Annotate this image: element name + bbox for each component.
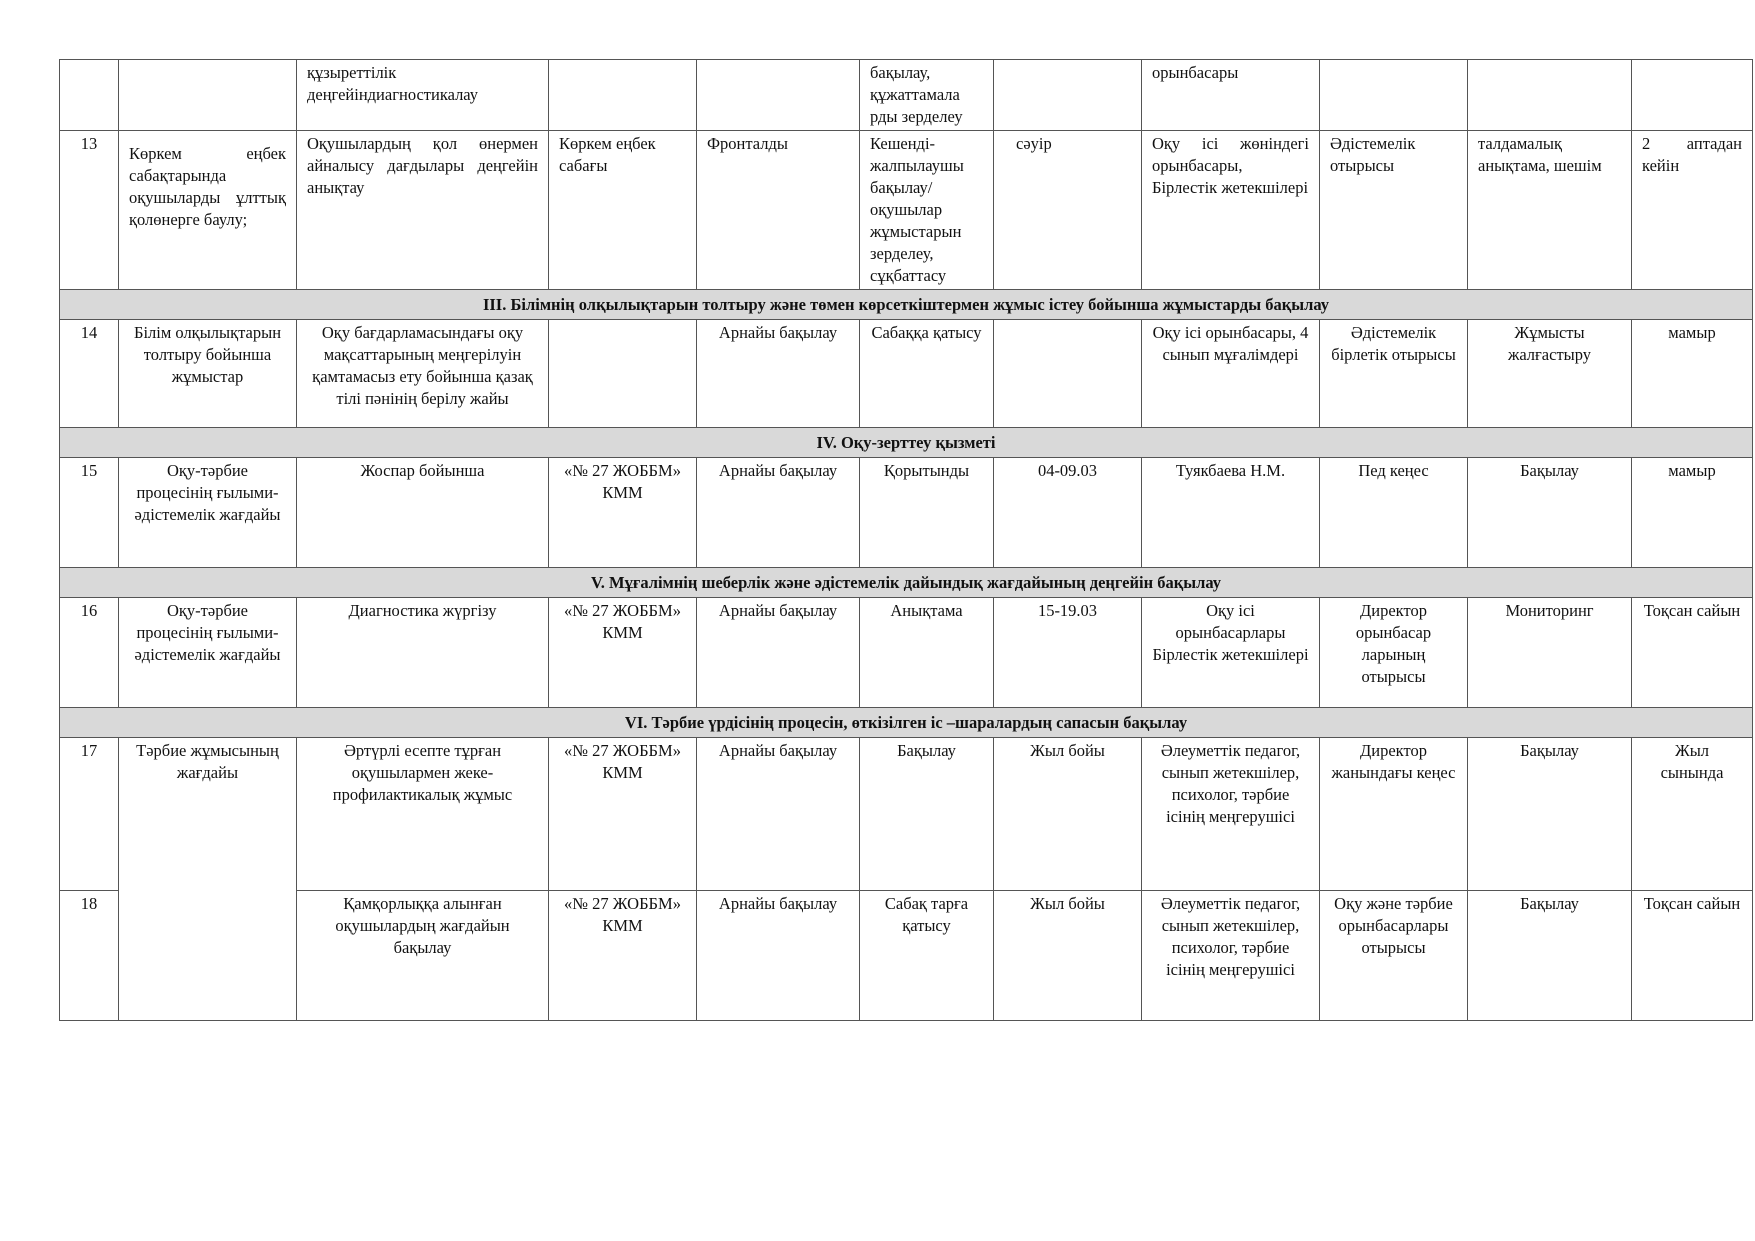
table-cell [697,60,860,131]
section-header [60,708,1753,738]
table-cell: 15-19.03 [994,598,1142,708]
table-cell: Қамқорлыққа алынған оқушылардың жағдайын бақылау [297,891,549,1021]
table-cell: «№ 27 ЖОББМ» КММ [549,891,697,1021]
table-cell [994,60,1142,131]
table-cell: құзыреттілік деңгейіндиагностикалау [297,60,549,131]
row-number: 15 [60,458,119,568]
row-number: 13 [60,131,119,290]
table-row [60,320,1753,428]
table-cell: Тоқсан сайын [1632,891,1753,1021]
table-cell: «№ 27 ЖОББМ» КММ [549,598,697,708]
table-cell [549,60,697,131]
table-cell: 04-09.03 [994,458,1142,568]
table-cell: Оқу және тәрбие орынбасарлары отырысы [1320,891,1468,1021]
table-cell: Әдістемелік отырысы [1320,131,1468,290]
table-cell [60,60,119,131]
table-cell: 2 аптадан кейін [1632,131,1753,290]
table-cell: Сабаққа қатысу [860,320,994,428]
table-cell: Директор орынбасар ларының отырысы [1320,598,1468,708]
table-row [60,891,1753,1021]
table-cell: Арнайы бақылау [697,738,860,891]
table-cell: Арнайы бақылау [697,598,860,708]
table-cell: Оқу-тәрбие процесінің ғылыми-әдістемелік жағдайы [119,598,297,708]
table-cell: Бақылау [860,738,994,891]
table-cell: Жұмысты жалғастыру [1468,320,1632,428]
table-cell [549,320,697,428]
table-row [60,598,1753,708]
table-cell: Жоспар бойынша [297,458,549,568]
table-cell [1468,60,1632,131]
section-title: V. Мұғалімнің шеберлік және әдістемелік дайындық жағдайының деңгейін бақылау [60,568,1753,598]
table-cell: Қорытынды [860,458,994,568]
row-number: 18 [60,891,119,1021]
section-header [60,568,1753,598]
table-cell: «№ 27 ЖОББМ» КММ [549,458,697,568]
table-cell: Фронталды [697,131,860,290]
table-cell: Анықтама [860,598,994,708]
table-cell: Пед кеңес [1320,458,1468,568]
table-cell: Туякбаева Н.М. [1142,458,1320,568]
table-cell: «№ 27 ЖОББМ» КММ [549,738,697,891]
section-header [60,428,1753,458]
table-cell: Тәрбие жұмысының жағдайы [119,738,297,1021]
table-cell [1320,60,1468,131]
table-cell: Бақылау [1468,458,1632,568]
table-cell: Бақылау [1468,891,1632,1021]
table-cell [1632,60,1753,131]
table-cell: талдамалық анықтама, шешім [1468,131,1632,290]
section-header [60,290,1753,320]
table-row [60,738,1753,891]
table-row [60,60,1753,131]
table-cell: орынбасары [1142,60,1320,131]
table-cell: Жыл сынында [1632,738,1753,891]
table-cell: бақылау, құжаттамала рды зерделеу [860,60,994,131]
table-cell: Білім олқылықтарын толтыру бойынша жұмыстар [119,320,297,428]
section-title: VI. Тәрбие үрдісінің процесін, өткізілген іс –шаралардың сапасын бақылау [60,708,1753,738]
table-cell: Оқу ісі орынбасарлары Бірлестік жетекшілері [1142,598,1320,708]
table-cell: Кешенді- жалпылаушы бақылау/ оқушылар жұмыстарын зерделеу, сұқбаттасу [860,131,994,290]
table-cell: Әлеуметтік педагог, сынып жетекшілер, психолог, тәрбие ісінің меңгерушісі [1142,738,1320,891]
row-number: 16 [60,598,119,708]
table-cell: Оқу-тәрбие процесінің ғылыми-әдістемелік жағдайы [119,458,297,568]
row-number: 17 [60,738,119,891]
table-cell: Сабақ тарға қатысу [860,891,994,1021]
table-cell: Әртүрлі есепте тұрған оқушылармен жеке-профилактикалық жұмыс [297,738,549,891]
row-number: 14 [60,320,119,428]
table-cell: Арнайы бақылау [697,891,860,1021]
table-cell [119,60,297,131]
table-cell: Көркем еңбек сабақтарында оқушыларды ұлттық қолөнерге баулу; [119,131,297,290]
control-plan-table [59,59,1753,1021]
table-cell: Тоқсан сайын [1632,598,1753,708]
table-cell: мамыр [1632,320,1753,428]
table-cell: Арнайы бақылау [697,320,860,428]
table-cell: Әлеуметтік педагог, сынып жетекшілер, психолог, тәрбие ісінің меңгерушісі [1142,891,1320,1021]
table-cell: Мониторинг [1468,598,1632,708]
table-cell: Оқу бағдарламасындағы оқу мақсаттарының меңгерілуін қамтамасыз ету бойынша қазақ тілі пәнінің берілу жайы [297,320,549,428]
table-cell: мамыр [1632,458,1753,568]
section-title: ІІІ. Білімнің олқылықтарын толтыру және төмен көрсеткіштермен жұмыс істеу бойынша жұмыстарды бақылау [60,290,1753,320]
table-cell: Жыл бойы [994,891,1142,1021]
table-cell [994,320,1142,428]
table-row [60,131,1753,290]
table-cell: Оқушылардың қол өнермен айналысу дағдылары деңгейін анықтау [297,131,549,290]
table-cell: Жыл бойы [994,738,1142,891]
table-row [60,458,1753,568]
table-cell: Оқу ісі орынбасары, 4 сынып мұғалімдері [1142,320,1320,428]
table-cell: Оқу ісі жөніндегі орынбасары, Бірлестік жетекшілері [1142,131,1320,290]
table-cell: сәуір [994,131,1142,290]
table-cell: Арнайы бақылау [697,458,860,568]
table-cell: Әдістемелік бірлетік отырысы [1320,320,1468,428]
table-cell: Көркем еңбек сабағы [549,131,697,290]
table-cell: Бақылау [1468,738,1632,891]
section-title: IV. Оқу-зерттеу қызметі [60,428,1753,458]
table-cell: Директор жанындағы кеңес [1320,738,1468,891]
table-cell: Диагностика жүргізу [297,598,549,708]
